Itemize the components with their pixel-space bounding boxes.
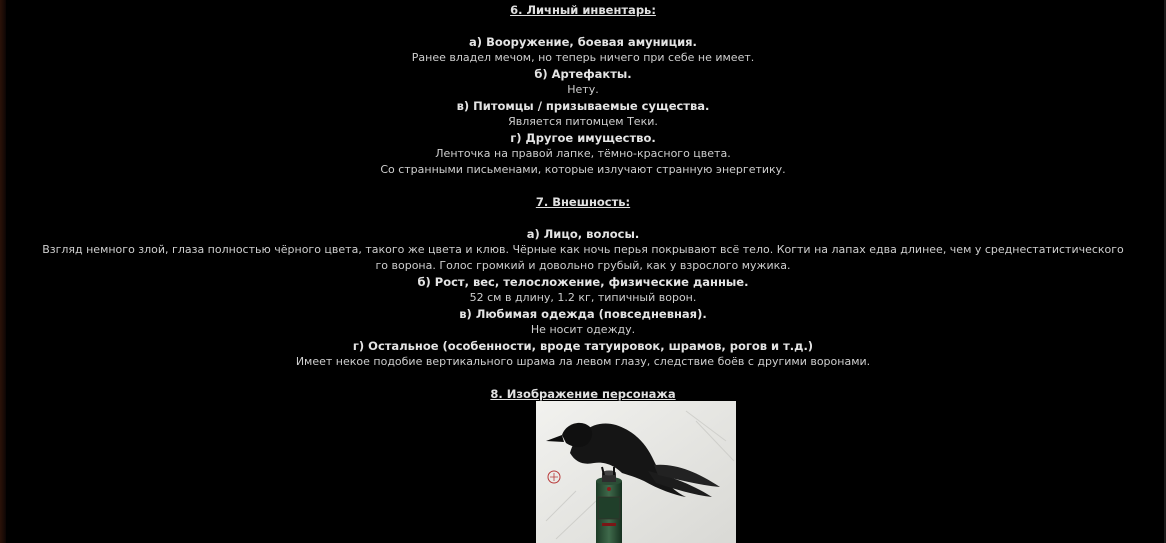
body-label: б) Рост, вес, телосложение, физические данные. [417, 275, 749, 289]
inventory-heading: 6. Личный инвентарь: [510, 3, 656, 17]
face-label: а) Лицо, волосы. [526, 227, 640, 241]
misc-label: г) Остальное (особенности, вроде татуировок, шрамов, рогов и т.д.) [352, 339, 814, 353]
other-property-text-2: Со странными письменами, которые излучают странную энергетику. [380, 163, 786, 176]
face-text-2: го ворона. Голос громкий и довольно грубый, как у взрослого мужика. [375, 259, 791, 272]
weapons-text: Ранее владел мечом, но теперь ничего при себе не имеет. [411, 51, 755, 64]
clothes-text: Не носит одежду. [530, 323, 636, 336]
other-property-label: г) Другое имущество. [510, 131, 656, 145]
pets-text: Является питомцем Теки. [508, 115, 658, 128]
body-text: 52 см в длину, 1.2 кг, типичный ворон. [469, 291, 697, 304]
misc-text: Имеет некое подобие вертикального шрама ла левом глазу, следствие боёв с другими воронами. [295, 355, 871, 368]
character-image-heading: 8. Изображение персонажа [490, 387, 676, 401]
face-text-1: Взгляд немного злой, глаза полностью чёрного цвета, такого же цвета и клюв. Чёрные как ночь перья покрывают всё тело. Когти на лапах едва длинее, чем у среднестатистического [42, 243, 1124, 256]
pets-label: в) Питомцы / призываемые существа. [456, 99, 710, 113]
weapons-label: а) Вооружение, боевая амуниция. [469, 35, 697, 49]
clothes-label: в) Любимая одежда (повседневная). [459, 307, 707, 321]
artifacts-label: б) Артефакты. [534, 67, 632, 81]
other-property-text-1: Ленточка на правой лапке, тёмно-красного цвета. [435, 147, 731, 160]
raven-icon [536, 401, 736, 543]
raven-illustration [536, 401, 736, 543]
artifacts-text: Нету. [567, 83, 599, 96]
appearance-heading: 7. Внешность: [535, 195, 631, 209]
